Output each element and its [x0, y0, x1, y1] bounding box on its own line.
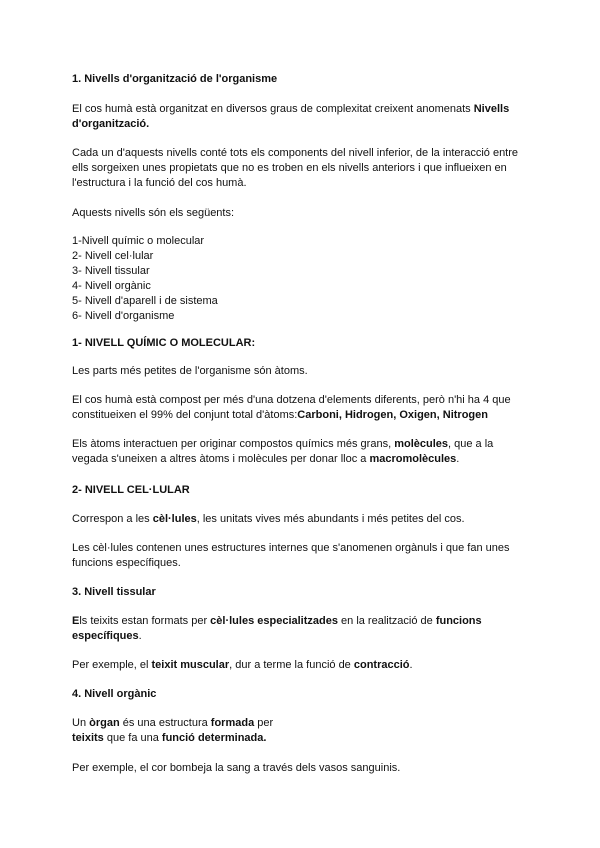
organic-text: per — [254, 717, 274, 729]
list-item: 5- Nivell d'aparell i de sistema — [72, 295, 218, 307]
section-heading-levels: 1. Nivells d'organització de l'organisme — [72, 73, 278, 85]
organ-bold: òrgan — [89, 717, 120, 729]
chemical-text: , que a la vegada s'uneixen a altres àtoms i molècules per donar lloc a — [72, 438, 494, 465]
elements-bold: Carboni, Hidrogen, Oxigen, Nitrogen — [297, 409, 488, 421]
specific-functions-bold: funcions específiques — [72, 615, 482, 642]
organic-text: és una estructura — [119, 717, 211, 729]
chemical-paragraph-3 — [72, 437, 532, 467]
intro-text: El cos humà està organitzat en diversos graus de complexitat creixent anomenats — [72, 103, 474, 115]
chemical-text: El cos humà està compost per més d'una dotzena d'elements diferents, però n'hi ha 4 que constitueixen el 99% del conjunt total d'àtoms: — [72, 394, 511, 421]
levels-intro-paragraph: Aquests nivells són els següents: — [72, 207, 235, 219]
tissues-bold: teixits — [72, 732, 104, 744]
levels-list — [72, 234, 532, 324]
tissular-paragraph-1 — [72, 614, 532, 644]
section-heading-organic: 4. Nivell orgànic — [72, 688, 157, 700]
section-heading-chemical: 1- NIVELL QUÍMIC O MOLECULAR: — [72, 337, 256, 349]
cellular-text: , les unitats vives més abundants i més petites del cos. — [196, 513, 465, 525]
tissular-text: en la realització de — [337, 615, 436, 627]
list-item: 4- Nivell orgànic — [72, 280, 151, 292]
muscle-tissue-bold: teixit muscular — [151, 659, 230, 671]
chemical-text: Els àtoms interactuen per originar compostos químics més grans, — [72, 438, 395, 450]
list-item: 1-Nivell químic o molecular — [72, 235, 205, 247]
chemical-paragraph-2 — [72, 393, 532, 423]
cellular-text: Correspon a les — [72, 513, 153, 525]
cellular-paragraph-1 — [72, 512, 532, 527]
chemical-paragraph-1: Les parts més petites de l'organisme són àtoms. — [72, 365, 308, 377]
section-heading-cellular: 2- NIVELL CEL·LULAR — [72, 484, 190, 496]
tissular-text: , dur a terme la funció de — [229, 659, 354, 671]
organic-paragraph-1 — [72, 716, 532, 746]
intro-paragraph — [72, 102, 532, 132]
organic-text: que fa una — [103, 732, 162, 744]
molecules-bold: molècules — [394, 438, 449, 450]
organic-paragraph-2: Per exemple, el cor bombeja la sang a través dels vasos sanguinis. — [72, 762, 401, 774]
tissular-bold: E — [72, 615, 80, 627]
determined-function-bold: funció determinada. — [161, 732, 267, 744]
cells-bold: cèl·lules — [152, 513, 197, 525]
section-heading-tissular: 3. Nivell tissular — [72, 586, 156, 598]
macromolecules-bold: macromolècules — [369, 453, 457, 465]
tissular-paragraph-2 — [72, 658, 532, 673]
tissular-text: . — [409, 659, 413, 671]
tissular-text: . — [138, 630, 142, 642]
tissular-text: Per exemple, el — [72, 659, 152, 671]
intro-bold-term: Nivells d'organització. — [72, 103, 510, 130]
list-item: 2- Nivell cel·lular — [72, 250, 154, 262]
cellular-paragraph-2: Les cèl·lules contenen unes estructures internes que s'anomenen orgànuls i que fan unes funcions específiques. — [72, 542, 510, 569]
specialized-cells-bold: cèl·lules especialitzades — [210, 615, 338, 627]
organic-text: Un — [72, 717, 90, 729]
list-item: 3- Nivell tissular — [72, 265, 150, 277]
chemical-text: . — [456, 453, 460, 465]
contraction-bold: contracció — [353, 659, 410, 671]
formed-bold: formada — [210, 717, 255, 729]
list-item: 6- Nivell d'organisme — [72, 310, 175, 322]
levels-description-paragraph: Cada un d'aquests nivells conté tots els components del nivell inferior, de la interacció entre ells sorgeixen unes propietats que no es troben en els nivells anteriors i que influeixen en l'estructura i la funció del cos humà. — [72, 147, 519, 189]
tissular-text: ls teixits estan formats per — [79, 615, 211, 627]
